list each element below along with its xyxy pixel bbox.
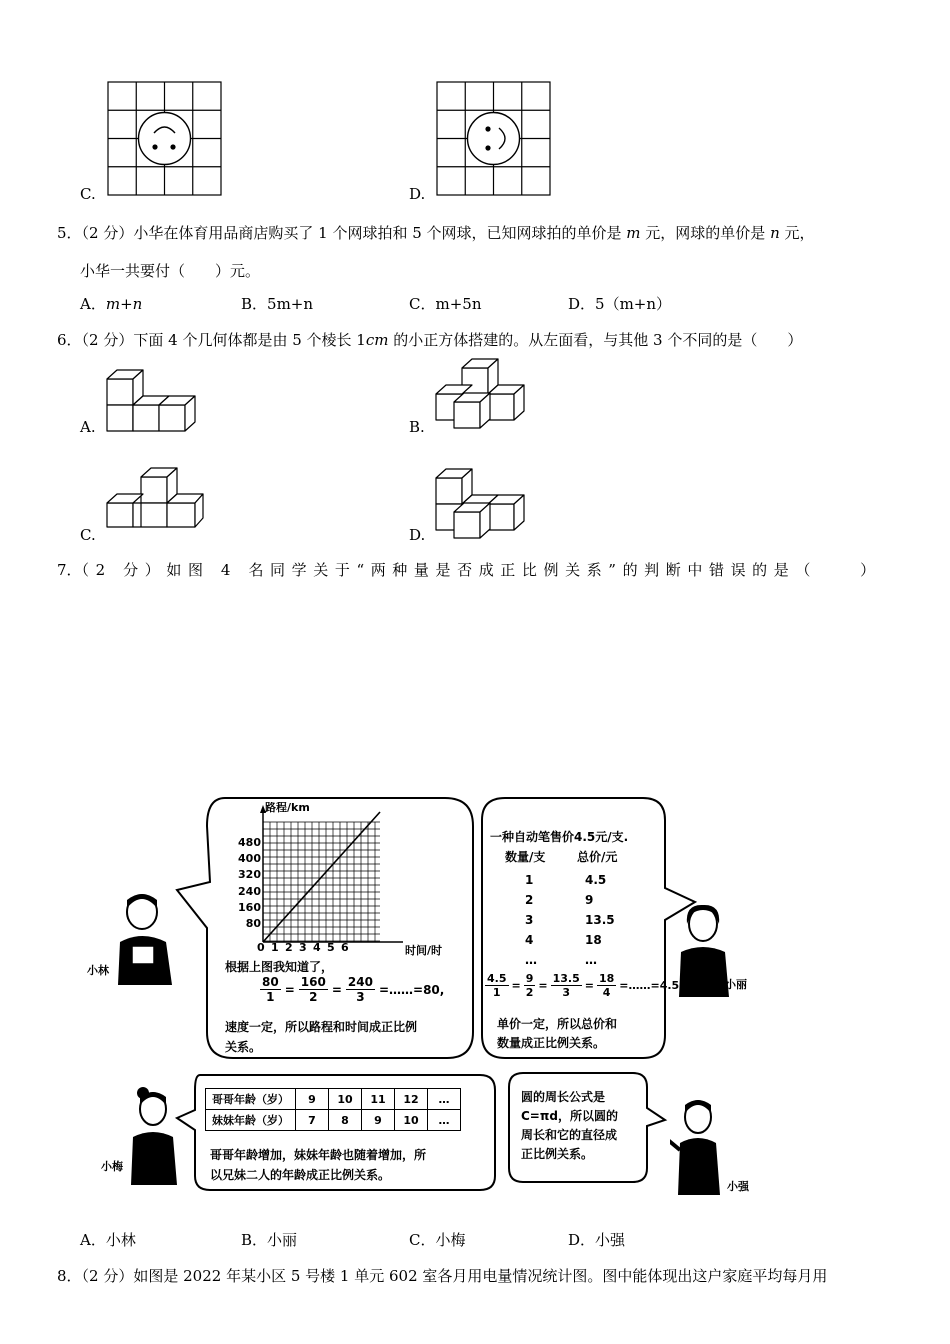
xiaoli-conclusion2: 数量成正比例关系。 bbox=[497, 1036, 606, 1050]
q5-option-c[interactable] bbox=[409, 293, 481, 314]
q6-unit: cm bbox=[365, 331, 389, 349]
table-row bbox=[525, 870, 615, 890]
xiaolin-fractions: $\frac{80}{1}$ = $\frac{160}{2}$ = $\frac{240}{3}$ =……=80, bbox=[262, 975, 445, 1004]
q4-option-c-label[interactable]: C. bbox=[80, 185, 96, 203]
table-row bbox=[525, 890, 615, 910]
q8-stem-text: 如图是 2022 年某小区 5 号楼 1 单元 602 室各月用电量情况统计图。图中能体现出这户家庭平均每月用 bbox=[133, 1267, 828, 1285]
q6-stem-b: 的小正方体搭建的。从左面看，与其他 3 个不同的是（ ） bbox=[388, 331, 803, 349]
xiaoli-title: 一种自动笔售价4.5元/支. bbox=[490, 830, 629, 844]
cell: 8 bbox=[329, 1110, 362, 1131]
table-row bbox=[206, 1110, 461, 1131]
option-label: D． bbox=[568, 295, 596, 313]
option-label: B． bbox=[241, 1231, 268, 1249]
y-tick: 80 bbox=[245, 917, 261, 931]
cell: 3 bbox=[525, 913, 534, 927]
y-tick: 400 bbox=[238, 852, 261, 866]
xiaoqiang-text bbox=[521, 1088, 618, 1164]
frac-den: 1 bbox=[266, 990, 275, 1004]
option-text: 5（m+n） bbox=[595, 295, 672, 313]
q5-var-n: n bbox=[770, 224, 780, 242]
q5-option-d[interactable] bbox=[568, 293, 671, 314]
cell: 7 bbox=[296, 1110, 329, 1131]
xiaomei-age-table bbox=[205, 1088, 461, 1131]
cell: 9 bbox=[362, 1110, 395, 1131]
q6-stem-a: 下面 4 个几何体都是由 5 个棱长 1 bbox=[133, 331, 366, 349]
grid-face-figure-c bbox=[107, 81, 223, 197]
x-tick: 1 bbox=[271, 941, 279, 954]
q8-number: 8． bbox=[57, 1267, 82, 1285]
frac-den: 4 bbox=[602, 986, 611, 999]
cell: 10 bbox=[329, 1089, 362, 1110]
q6-option-a-label[interactable]: A. bbox=[80, 418, 96, 436]
q6-cubes-b bbox=[434, 355, 529, 435]
xiaolin-conclusion2: 关系。 bbox=[225, 1040, 262, 1054]
text-line: 圆的周长公式是 bbox=[521, 1090, 606, 1104]
frac-num: 4.5 bbox=[487, 972, 507, 985]
table-row bbox=[525, 950, 615, 970]
q4-option-d-figure bbox=[436, 81, 552, 197]
option-text: 小丽 bbox=[267, 1231, 298, 1249]
xiaolin-person-illustration bbox=[110, 890, 185, 985]
xiaolin-line1: 根据上图我知道了， bbox=[225, 960, 334, 974]
text-line: 周长和它的直径成 bbox=[521, 1128, 618, 1142]
xiaoli-fractions: $\frac{4.5}{1}$ = $\frac{9}{2}$ = $\frac{13.5}{3}$ = $\frac{18}{4}$ =……=4.5 bbox=[487, 972, 680, 999]
q5-var-m: m bbox=[626, 224, 641, 242]
option-text: m+5n bbox=[435, 295, 482, 313]
cell: … bbox=[428, 1089, 461, 1110]
option-label: C． bbox=[409, 295, 436, 313]
q6-score: （2 分） bbox=[81, 331, 134, 349]
cell: 18 bbox=[585, 933, 602, 947]
frac-num: 240 bbox=[347, 975, 373, 989]
frac-num: 9 bbox=[525, 972, 534, 985]
frac-den: 3 bbox=[356, 990, 365, 1004]
cell: … bbox=[525, 953, 537, 967]
graph-y-axis-label: 路程/km bbox=[265, 802, 310, 814]
x-tick: 5 bbox=[327, 941, 335, 954]
xiaomei-person-illustration bbox=[125, 1085, 190, 1185]
option-label: A． bbox=[80, 295, 106, 313]
table-row bbox=[525, 930, 615, 950]
cell: 11 bbox=[362, 1089, 395, 1110]
q6-stem bbox=[57, 329, 802, 350]
graph-x-axis-label: 时间/时 bbox=[405, 944, 443, 957]
frac-num: 80 bbox=[262, 975, 279, 989]
q6-cubes-c bbox=[105, 466, 210, 530]
grid-face-figure-d bbox=[436, 81, 552, 197]
q5-stem-b: 元，网球的单价是 bbox=[640, 224, 771, 242]
text-line: 正比例关系。 bbox=[521, 1147, 594, 1161]
option-text: 小林 bbox=[105, 1231, 136, 1249]
xiaoli-conclusion1: 单价一定，所以总价和 bbox=[497, 1017, 618, 1031]
q7-stem bbox=[57, 559, 882, 580]
q7-figure bbox=[85, 790, 755, 1195]
row-label: 妹妹年龄（岁） bbox=[206, 1110, 296, 1131]
frac-num: 18 bbox=[598, 972, 615, 985]
frac-tail: =……=4.5 bbox=[619, 979, 680, 992]
y-tick: 320 bbox=[238, 868, 261, 882]
cell: 10 bbox=[395, 1110, 428, 1131]
q6-cubes-d bbox=[434, 465, 529, 545]
option-label: A． bbox=[80, 1231, 106, 1249]
q6-cubes-a bbox=[105, 366, 210, 434]
xiaoqiang-person-illustration bbox=[670, 1095, 735, 1195]
q7-number: 7． bbox=[57, 561, 82, 579]
option-label: C． bbox=[409, 1231, 436, 1249]
x-tick: 4 bbox=[313, 941, 321, 954]
q6-number: 6． bbox=[57, 331, 82, 349]
frac-den: 2 bbox=[525, 986, 534, 999]
q5-stem-line2: 小华一共要付（ ）元。 bbox=[80, 262, 261, 280]
option-text: 小梅 bbox=[435, 1231, 466, 1249]
q5-number: 5． bbox=[57, 224, 82, 242]
q7-option-b[interactable] bbox=[241, 1229, 297, 1250]
q7-option-d[interactable] bbox=[568, 1229, 625, 1250]
q7-score: （2 分） bbox=[81, 561, 167, 579]
option-label: B． bbox=[241, 295, 268, 313]
q5-stem-line1 bbox=[57, 222, 815, 243]
q4-option-c-figure bbox=[107, 81, 223, 197]
xiaoli-col2: 总价/元 bbox=[577, 850, 618, 864]
cell: … bbox=[585, 953, 597, 967]
option-label: D． bbox=[568, 1231, 596, 1249]
frac-den: 1 bbox=[492, 986, 501, 999]
q5-stem-a: 小华在体育用品商店购买了 1 个网球拍和 5 个网球，已知网球拍的单价是 bbox=[133, 224, 627, 242]
q8-score: （2 分） bbox=[81, 1267, 134, 1285]
table-row bbox=[525, 910, 615, 930]
x-tick: 0 bbox=[257, 941, 265, 954]
y-tick: 160 bbox=[238, 900, 261, 914]
xiaoli-table bbox=[525, 870, 615, 970]
q7-stem-text: 如图 4 名同学关于“两种量是否成正比例关系”的判断中错误的是（ ） bbox=[166, 561, 882, 579]
y-tick: 480 bbox=[238, 836, 261, 849]
q6-option-d-label[interactable]: D. bbox=[409, 526, 426, 544]
cell: … bbox=[428, 1110, 461, 1131]
q6-option-c-label[interactable]: C. bbox=[80, 526, 96, 544]
option-text: 5m+n bbox=[267, 295, 314, 313]
q7-option-a[interactable] bbox=[80, 1229, 136, 1250]
graph-x-ticks bbox=[257, 941, 355, 954]
q5-score: （2 分） bbox=[81, 224, 134, 242]
q5-option-b[interactable] bbox=[241, 293, 313, 314]
q6-option-b-label[interactable]: B. bbox=[409, 418, 425, 436]
cell: 13.5 bbox=[585, 913, 615, 927]
x-tick: 2 bbox=[285, 941, 293, 954]
xiaomei-conclusion2: 以兄妹二人的年龄成正比例关系。 bbox=[210, 1168, 391, 1182]
cell: 12 bbox=[395, 1089, 428, 1110]
row-label: 哥哥年龄（岁） bbox=[206, 1089, 296, 1110]
cell: 4.5 bbox=[585, 873, 607, 887]
text-line: C=πd，所以圆的 bbox=[521, 1109, 618, 1123]
xiaoli-col1: 数量/支 bbox=[505, 850, 546, 864]
x-tick: 3 bbox=[299, 941, 307, 954]
frac-den: 3 bbox=[562, 986, 570, 999]
q4-option-d-label[interactable]: D. bbox=[409, 185, 426, 203]
cell: 9 bbox=[585, 893, 594, 907]
frac-num: 160 bbox=[300, 975, 326, 989]
xiaolin-conclusion1: 速度一定，所以路程和时间成正比例 bbox=[225, 1020, 418, 1034]
option-text: m+n bbox=[105, 295, 143, 313]
graph-y-ticks bbox=[235, 835, 261, 932]
cell: 1 bbox=[525, 873, 534, 887]
q8-stem bbox=[57, 1265, 827, 1286]
x-tick: 6 bbox=[341, 941, 349, 954]
xiaolin-name: 小林 bbox=[87, 964, 109, 977]
xiaoli-name: 小丽 bbox=[725, 978, 747, 991]
xiaomei-name: 小梅 bbox=[101, 1160, 123, 1173]
q7-option-c[interactable] bbox=[409, 1229, 466, 1250]
xiaoqiang-name: 小强 bbox=[727, 1180, 749, 1193]
table-row bbox=[206, 1089, 461, 1110]
frac-den: 2 bbox=[309, 990, 318, 1004]
xiaomei-conclusion1: 哥哥年龄增加，妹妹年龄也随着增加，所 bbox=[210, 1148, 427, 1162]
y-tick: 240 bbox=[238, 884, 261, 898]
cell: 4 bbox=[525, 933, 534, 947]
cell: 9 bbox=[296, 1089, 329, 1110]
q5-option-a[interactable] bbox=[80, 293, 142, 314]
frac-tail: =……=80, bbox=[378, 982, 445, 997]
q5-stem-c: 元， bbox=[779, 224, 815, 242]
cell: 2 bbox=[525, 893, 534, 907]
option-text: 小强 bbox=[595, 1231, 626, 1249]
frac-num: 13.5 bbox=[552, 972, 580, 985]
